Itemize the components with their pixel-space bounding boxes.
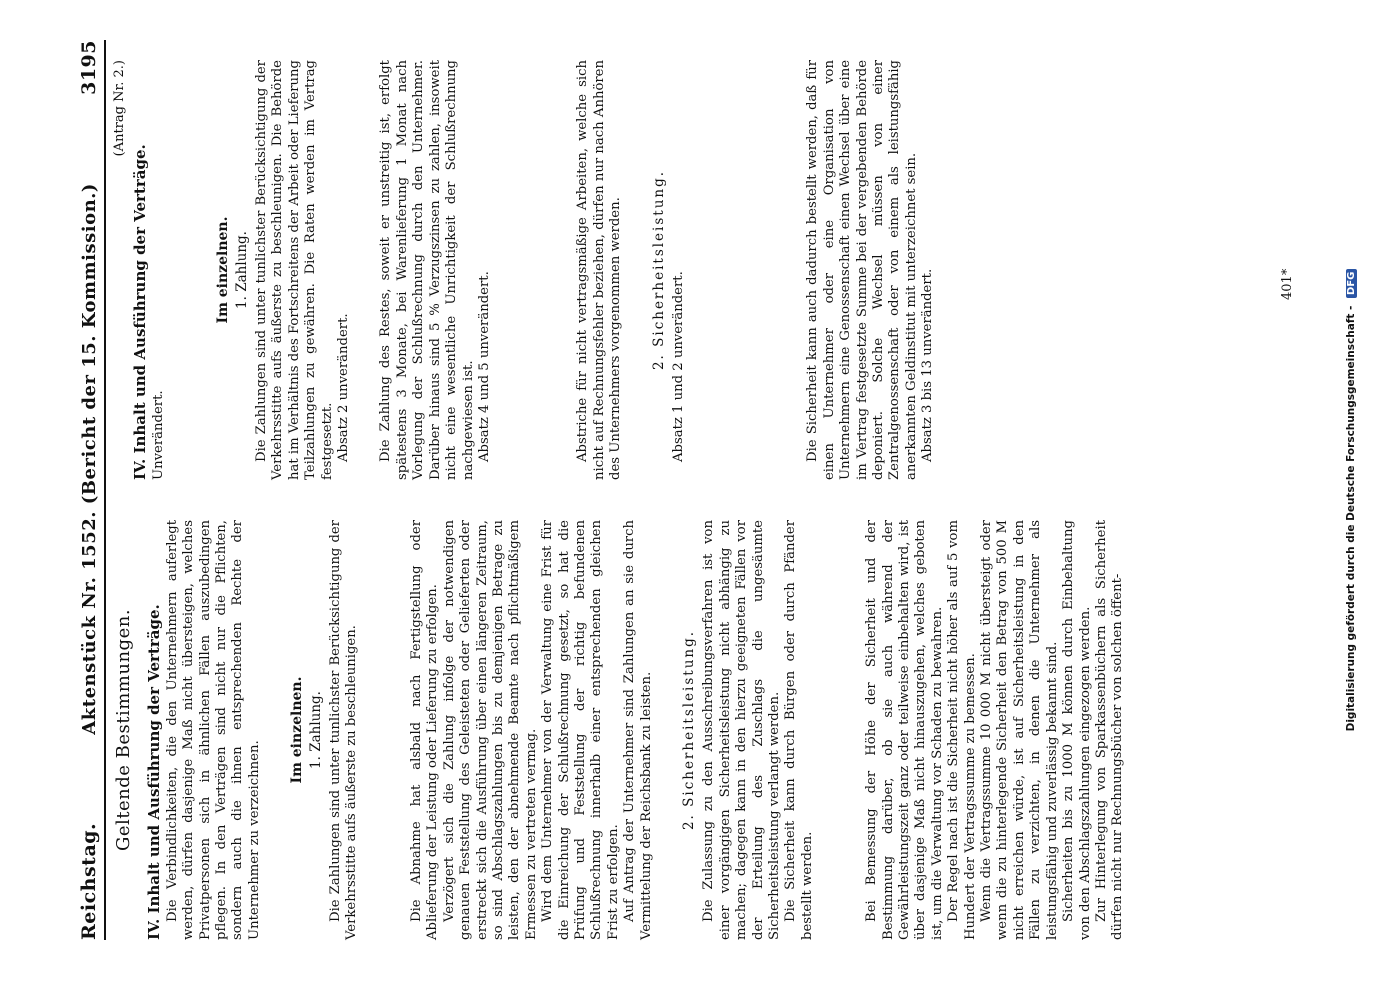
right-abstriche-text: Abstriche für nicht vertragsmäßige Arbeiten, welche sich nicht auf Rechnungsfehler beziehen, dürfen nur nach Anhören des Unternehmers vorgenommen werden. [575, 60, 624, 480]
left-hinterlegung-text: Zur Hinterlegung von Sparkassenbüchern als Sicherheit dürfen nicht nur Rechnungsbücher von solchen öffent- [1093, 520, 1126, 940]
dfg-logo: DFG [1346, 269, 1357, 298]
header-left: Reichstag. [78, 822, 100, 940]
right-sub-heading: Im einzelnen. [215, 216, 232, 324]
right-absatz-2: Absatz 2 unverändert. [336, 313, 352, 462]
left-wenn-text: Wenn die Vertragssumme 10 000 M nicht übersteigt oder wenn die zu hinterlegende Sicherheit den Betrag von 500 M nicht erreichen würde, ist auf Sicherheitsleistung in den Fällen zu verzichten, in denen die Unternehmer als leistungsfähig und zuverlässig bekannt sind. [979, 520, 1060, 940]
left-verzoegert-text: Verzögert sich die Zahlung infolge der notwendigen genauen Feststellung des Geleisteten oder Gelieferten oder erstreckt sich die Ausführung über einen längeren Zeitraum, so sind Abschlagszahlungen bis zu demjenigen Betrage zu leisten, den der abnehmende Beamte nach pflichtmäßigem Ermessen zu vertreten vermag. [441, 520, 539, 940]
right-section-heading: IV. Inhalt und Ausführung der Verträge. [131, 144, 150, 480]
right-sicherheit-heading: 2. Sicherheitsleistung. [650, 169, 667, 371]
right-zahlung-text: Die Zahlungen sind unter tunlichster Berücksichtigung der Verkehrsstitte aufs äußerste zu beschleunigen. Die Behörde hat im Verhältnis des Fortschreitens der Arbeit oder Lieferung Teilzahlungen zu gewähren. Die Raten werden im Vertrag festgesetzt. [254, 60, 335, 480]
left-buergen-text: Die Sicherheit kann durch Bürgen oder durch Pfänder bestellt werden. [783, 520, 815, 940]
left-column-title: Geltende Bestimmungen. [113, 608, 134, 852]
digitization-credit-text: Digitalisierung gefördert durch die Deutsche Forschungsgemeinschaft - [1345, 305, 1357, 732]
header-title: Aktenstück Nr. 1552. (Bericht der 15. Kommission.) [79, 183, 100, 735]
page-header [60, 40, 106, 940]
digitization-credit [1345, 0, 1357, 1000]
right-absatz-1-2: Absatz 1 und 2 unverändert. [670, 271, 686, 462]
left-abnahme-text: Die Abnahme hat alsbald nach Fertigstellung oder Ablieferung der Leistung oder Lieferung zu erfolgen. [408, 520, 441, 940]
right-absatz-4-5: Absatz 4 und 5 unverändert. [476, 271, 492, 462]
left-sicherheit-text: Die Zulassung zu den Ausschreibungsverfahren ist von einer vorgängigen Sicherheitsleistung nicht abhängig zu machen; dagegen kann in den hierzu geeigneten Fällen vor der Erteilung des Zuschlags die ungesäumte Sicherheitsleistung verlangt werden. [701, 520, 782, 940]
left-zahlung-heading: 1. Zahlung. [307, 691, 324, 769]
page-signature: 401* [1280, 268, 1295, 300]
right-rest-text: Die Zahlung des Restes, soweit er unstreitig ist, erfolgt spätestens 3 Monate, bei Warenlieferung 1 Monat nach Vorlegung der Schlußrechnung durch den Unternehmer. Darüber hinaus sind 5 % Verzugszinsen zu zahlen, insoweit nicht eine wesentliche Unrichtigkeit der Schlußrechnung nachgewiesen ist. [378, 60, 476, 480]
left-sicher-text: Sicherheiten bis zu 1000 M können durch Einbehaltung von den Abschlagszahlungen eingezogen werden. [1061, 520, 1093, 940]
left-regel-text: Der Regel nach ist die Sicherheit nicht höher als auf 5 vom Hundert der Vertragssumme zu bemessen. [946, 520, 978, 940]
right-column [112, 60, 937, 480]
left-antrag-text: Auf Antrag der Unternehmer sind Zahlungen an sie durch Vermittelung der Reichsbank zu leisten. [622, 520, 654, 940]
left-column [112, 520, 1127, 940]
right-sicherheit-text: Die Sicherheit kann auch dadurch bestellt werden, daß für einen Unternehmer oder eine Organisation von Unternehmern eine Genossenschaft einen Wechsel über eine im Vertrag festgesetzte Summe bei der vergebenden Behörde deponiert. Solche Wechsel müssen von einer Zentralgenossenschaft oder von einem als leistungsfähig anerkannten Geldinstitut mit unterzeichnet sein. [805, 60, 919, 480]
right-zahlung-heading: 1. Zahlung. [233, 231, 250, 309]
left-bemessung-text: Bei Bemessung der Höhe der Sicherheit und der Bestimmung darüber, ob sie auch während der Gewährleistungszeit ganz oder teilweise einbehalten wird, ist über dasjenige Maß nicht hinauszugehen, welches geboten ist, um die Verwaltung vor Schaden zu bewahren. [864, 520, 945, 940]
left-section-heading: IV. Inhalt und Ausführung der Verträge. [145, 604, 164, 940]
right-unveraendert: Unverändert. [150, 390, 166, 480]
left-sicherheit-heading: 2. Sicherheitsleistung. [680, 629, 697, 831]
left-zahlung-text: Die Zahlungen sind unter tunlichster Berücksichtigung der Verkehrsstitte aufs äußerste zu beschleunigen. [328, 520, 360, 940]
right-absatz-3-13: Absatz 3 bis 13 unverändert. [920, 268, 936, 462]
left-frist-text: Wird dem Unternehmer von der Verwaltung eine Frist für die Einreichung der Schlußrechnung gesetzt, so hat die Prüfung und Feststellung der richtig befundenen Schlußrechnung innerhalb einer entsprechenden gleichen Frist zu erfolgen. [540, 520, 621, 940]
page-number: 3195 [78, 40, 100, 95]
left-sub-heading: Im einzelnen. [289, 676, 306, 784]
right-antrag-note: (Antrag Nr. 2.) [112, 60, 127, 157]
left-intro-text: Die Verbindlichkeiten, die den Unternehmern auferlegt werden, dürfen dasjenige Maß nicht übersteigen, welches Privatpersonen sich in ähnlichen Fällen auszubedingen pflegen. In den Verträgen sind nicht nur die Pflichten, sondern auch die ihnen entsprechenden Rechte der Unternehmer zu verzeichnen. [164, 520, 262, 940]
